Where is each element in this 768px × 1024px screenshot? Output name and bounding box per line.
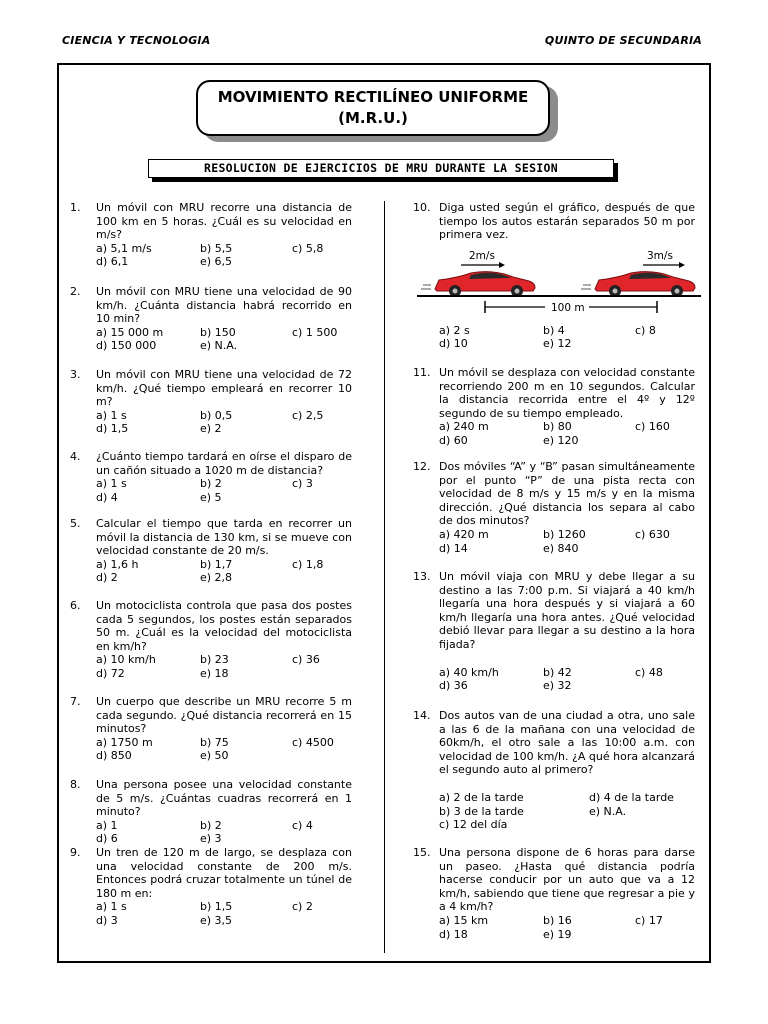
question-text: Dos autos van de una ciudad a otra, uno sale a las 6 de la mañana con una velocidad de 60km/h, el otro sale a las 10:00 a.m. con velocidad de 100 km/h. ¿A qué hora alcanzará el segundo auto al primero? [439,709,695,777]
answer-option: e) 19 [543,927,572,941]
option-row [96,914,352,928]
answer-option: e) 5 [200,490,222,504]
question-number: 9. [70,846,81,859]
answer-option: e) 50 [200,749,229,763]
answer-option: b) 16 [543,913,572,927]
question-text: Calcular el tiempo que tarda en recorrer un móvil la distancia de 130 km, si se mueve con velocidad constante de 20 m/s. [96,517,352,558]
option-row [96,422,352,436]
answer-options [96,900,352,927]
velocity-arrowhead-left [499,262,505,268]
question-text: Una persona dispone de 6 horas para darse un paseo. ¿Hasta qué distancia podría hacerse conducir por un auto que va a 12 km/h, sabiendo que tiene que regresar a pie y a 4 km/h? [439,846,695,914]
question-text: Un tren de 120 m de largo, se desplaza con una velocidad constante de 200 m/s. Entonces podrá cruzar totalmente un túnel de 180 m en: [96,846,352,900]
answer-option: d) 36 [439,679,468,693]
option-row [96,409,352,423]
option-row [96,339,352,353]
answer-options [96,409,352,436]
answer-option: a) 15 000 m [96,325,164,339]
question-8 [70,778,352,846]
answer-option: a) 40 km/h [439,665,499,679]
answer-option: d) 14 [439,541,468,555]
answer-option: a) 1 s [96,477,127,491]
page-title-abbrev: (M.R.U.) [338,109,408,127]
answer-option: d) 850 [96,749,132,763]
page-title: MOVIMIENTO RECTILÍNEO UNIFORME [217,88,529,106]
answer-option: a) 5,1 m/s [96,241,152,255]
answer-option: b) 0,5 [200,408,233,422]
question-number: 15. [413,846,431,859]
option-row [439,791,695,805]
answer-option: a) 15 km [439,913,489,927]
answer-option: a) 2 de la tarde [439,790,524,804]
option-row [439,324,695,338]
answer-option: c) 1 500 [292,325,338,339]
question-text: Un cuerpo que describe un MRU recorre 5 m cada segundo. ¿Qué distancia recorrerá en 15 minutos? [96,695,352,736]
option-row [439,528,695,542]
option-row [96,819,352,833]
answer-option: a) 1750 m [96,735,153,749]
option-row [439,542,695,556]
answer-option: b) 1,7 [200,557,233,571]
question-6 [70,599,352,681]
question-11 [413,366,695,448]
answer-option: b) 80 [543,420,572,434]
answer-option: c) 17 [635,913,663,927]
answer-option: e) 2,8 [200,571,233,585]
answer-option: b) 1,5 [200,900,233,914]
question-number: 12. [413,460,431,473]
answer-options [96,326,352,353]
answer-option: a) 1 s [96,408,127,422]
question-number: 13. [413,570,431,583]
answer-option: e) N.A. [200,339,238,353]
speed-label-left: 2m/s [469,250,495,262]
question-number: 4. [70,450,81,463]
question-12 [413,460,695,555]
question-9 [70,846,352,928]
question-number: 6. [70,599,81,612]
answer-option: c) 1,8 [292,557,324,571]
question-text: Una persona posee una velocidad constante de 5 m/s. ¿Cuántas cuadras recorrerá en 1 minuto? [96,778,352,819]
answer-option: c) 2,5 [292,408,324,422]
option-row [96,667,352,681]
answer-option: e) 32 [543,679,572,693]
answer-option: a) 2 s [439,323,470,337]
answer-option: c) 630 [635,527,670,541]
question-3 [70,368,352,436]
title-box [196,80,550,136]
option-row [96,832,352,846]
answer-option: a) 1 s [96,900,127,914]
answer-option: b) 1260 [543,527,586,541]
distance-label: 100 m [551,302,585,314]
answer-option: b) 42 [543,665,572,679]
question-text: Un móvil con MRU tiene una velocidad de 90 km/h. ¿Cuánta distancia habrá recorrido en 10 min? [96,285,352,326]
option-row [96,326,352,340]
option-row [96,749,352,763]
answer-options [439,324,695,351]
answer-option: e) 3 [200,832,222,846]
answer-option: c) 36 [292,653,320,667]
answer-option: d) 4 de la tarde [589,790,674,804]
answer-options [439,420,695,447]
question-text: ¿Cuánto tiempo tardará en oírse el disparo de un cañón situado a 1020 m de distancia? [96,450,352,477]
question-text: Dos móviles “A” y “B” pasan simultáneamente por el punto “P” de una pista recta con velocidad de 8 m/s y 15 m/s y en la misma dirección. ¿Qué distancia los separa al cabo de dos minutos? [439,460,695,528]
question-text: Un móvil con MRU recorre una distancia de 100 km en 5 horas. ¿Cuál es su velocidad en m/s? [96,201,352,242]
question-14 [413,709,695,832]
option-row [96,477,352,491]
question-2 [70,285,352,353]
answer-option: d) 72 [96,666,125,680]
answer-option: d) 4 [96,490,118,504]
answer-options [96,242,352,269]
answer-option: b) 4 [543,323,565,337]
header-grade: QUINTO DE SECUNDARIA [544,34,702,47]
answer-option: e) N.A. [589,804,627,818]
question-number: 2. [70,285,81,298]
velocity-arrowhead-right [679,262,685,268]
section-subtitle: RESOLUCION DE EJERCICIOS DE MRU DURANTE LA SESION [148,159,614,178]
answer-option: a) 1 [96,818,118,832]
answer-option: a) 10 km/h [96,653,156,667]
answer-option: b) 23 [200,653,229,667]
option-row [96,571,352,585]
option-row [96,653,352,667]
option-row [439,928,695,942]
option-row [439,914,695,928]
question-text: Un móvil con MRU tiene una velocidad de 72 km/h. ¿Qué tiempo empleará en recorrer 10 m? [96,368,352,409]
question-number: 11. [413,366,431,379]
answer-option: c) 4500 [292,735,334,749]
question-7 [70,695,352,763]
answer-options [439,791,695,832]
answer-option: d) 150 000 [96,339,157,353]
column-divider [384,201,385,953]
answer-option: c) 2 [292,900,313,914]
answer-option: a) 420 m [439,527,489,541]
question-4 [70,450,352,504]
answer-option: d) 3 [96,913,118,927]
car-left [421,272,535,297]
option-row [439,818,695,832]
option-row [439,434,695,448]
question-number: 10. [413,201,431,214]
answer-option: b) 2 [200,818,222,832]
answer-option: b) 3 de la tarde [439,804,524,818]
answer-options [439,914,695,941]
question-number: 1. [70,201,81,214]
answer-option: c) 5,8 [292,241,324,255]
option-row [439,420,695,434]
answer-option: e) 840 [543,541,579,555]
question-13 [413,570,695,693]
header-subject: CIENCIA Y TECNOLOGIA [62,34,211,47]
answer-option: a) 1,6 h [96,557,139,571]
question-number: 7. [70,695,81,708]
question-number: 8. [70,778,81,791]
two-cars-figure [413,247,703,317]
answer-option: c) 48 [635,665,663,679]
question-15 [413,846,695,941]
answer-option: d) 60 [439,433,468,447]
question-number: 5. [70,517,81,530]
option-row [439,805,695,819]
answer-option: e) 6,5 [200,255,233,269]
answer-option: a) 240 m [439,420,489,434]
answer-option: e) 2 [200,422,222,436]
option-row [96,255,352,269]
question-number: 14. [413,709,431,722]
option-row [96,736,352,750]
car-right [581,272,695,297]
option-row [439,337,695,351]
answer-option: d) 6 [96,832,118,846]
answer-option: d) 6,1 [96,255,129,269]
answer-option: c) 3 [292,477,313,491]
option-row [439,679,695,693]
question-1 [70,201,352,269]
question-number: 3. [70,368,81,381]
option-row [96,558,352,572]
option-row [96,242,352,256]
answer-option: d) 18 [439,927,468,941]
question-5 [70,517,352,585]
answer-option: c) 8 [635,323,656,337]
answer-option: b) 5,5 [200,241,233,255]
option-row [439,666,695,680]
question-text: Un móvil viaja con MRU y debe llegar a su destino a las 7:00 p.m. Si viajará a 40 km/h llegaría una hora después y si viajará a 60 km/h llegaría una hora antes. ¿Qué velocidad debió llevar para llegar a su destino a la hora fijada? [439,570,695,651]
answer-options [96,819,352,846]
answer-option: c) 4 [292,818,313,832]
answer-option: e) 12 [543,337,572,351]
answer-options [439,666,695,693]
answer-option: d) 10 [439,337,468,351]
answer-option: e) 3,5 [200,913,233,927]
answer-options [96,477,352,504]
option-row [96,491,352,505]
speed-label-right: 3m/s [647,250,673,262]
question-text: Un móvil se desplaza con velocidad constante recorriendo 200 m en 10 segundos. Calcular la distancia recorrida entre el 4º y 12º segundo de su tiempo empleado. [439,366,695,420]
answer-option: b) 2 [200,477,222,491]
answer-option: b) 150 [200,325,236,339]
answer-option: c) 160 [635,420,670,434]
answer-options [96,736,352,763]
answer-option: d) 1,5 [96,422,129,436]
answer-option: e) 18 [200,666,229,680]
answer-options [96,653,352,680]
answer-option: b) 75 [200,735,229,749]
question-text: Diga usted según el gráfico, después de que tiempo los autos estarán separados 50 m por primera vez. [439,201,695,242]
answer-option: c) 12 del día [439,818,508,832]
question-text: Un motociclista controla que pasa dos postes cada 5 segundos, los postes están separados 50 m. ¿Cuál es la velocidad del motociclista en km/h? [96,599,352,653]
answer-option: d) 2 [96,571,118,585]
answer-options [439,528,695,555]
option-row [96,900,352,914]
answer-option: e) 120 [543,433,579,447]
answer-options [96,558,352,585]
